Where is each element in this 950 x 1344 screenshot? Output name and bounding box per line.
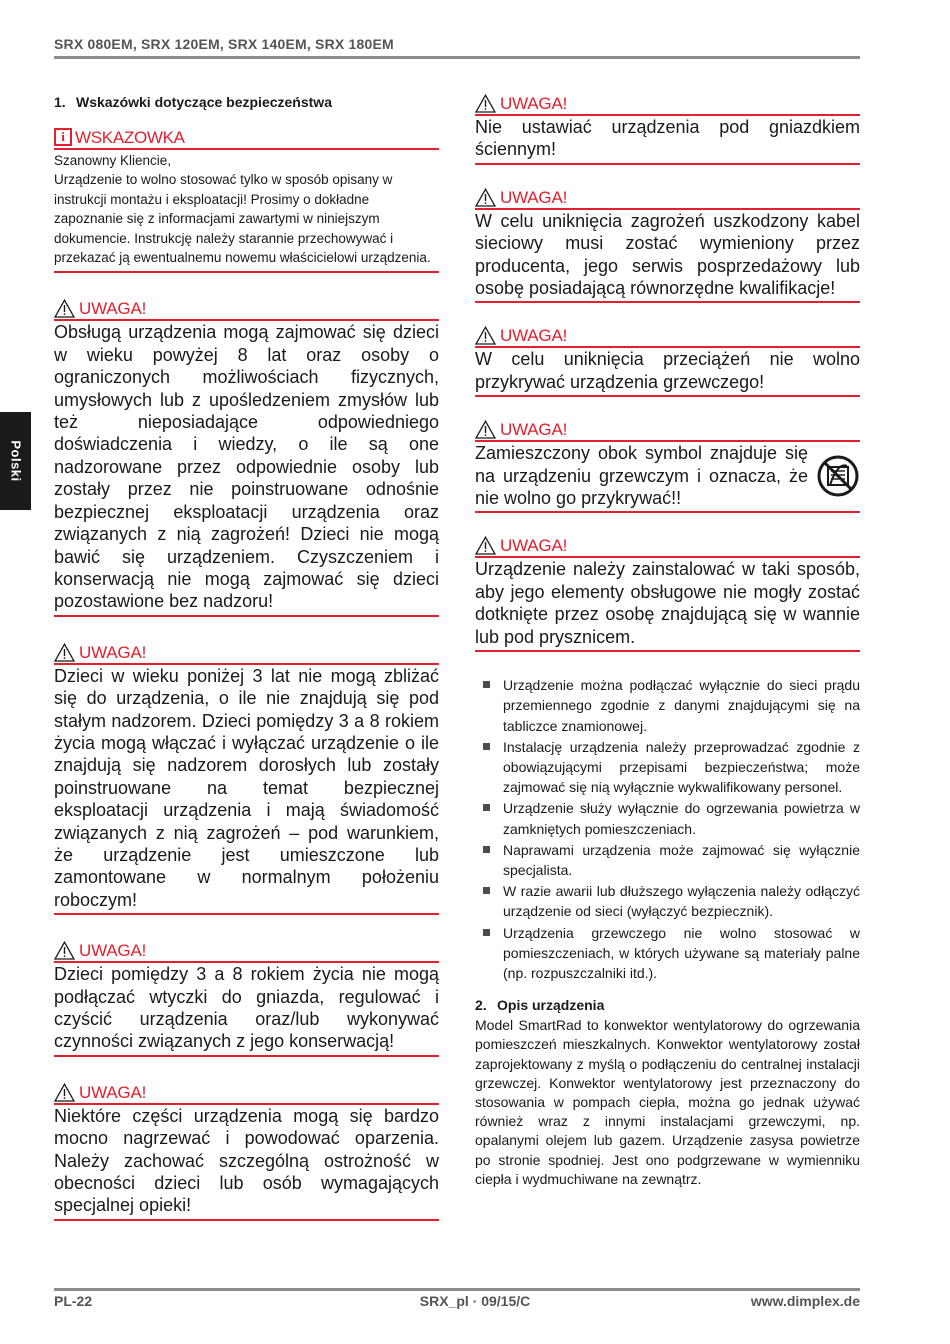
warning-header xyxy=(475,94,860,116)
list-item: Urządzenie służy wyłącznie do ogrzewania powietrza w zamkniętych pomieszczeniach. xyxy=(475,798,860,838)
warning-triangle-icon xyxy=(54,1083,75,1102)
list-item: W razie awarii lub dłuższego wyłączenia należy odłączyć urządzenie od sieci (wyłączyć bezpiecznik). xyxy=(475,881,860,921)
warning-block xyxy=(54,1083,439,1221)
section-2-text: Model SmartRad to konwektor wentylatorowy do ogrzewania pomieszczeń mieszkalnych. Konwektor wentylatorowy został zaprojektowany z myślą o podłączeniu do centralnej instalacji grzewczej. Konwektor wentylatorowy jest przeznaczony do stosowania w pompach ciepła, można go jednak używać również wraz z innymi instalacjami grzewczymi, np. opalanymi olejem lub gazem. Urządzenie zasysa powietrze po stronie spodniej. Jest ono podgrzewane w wymienniku ciepła i wydmuchiwane na zewnątrz. xyxy=(475,1017,860,1187)
warning-text: Dzieci pomiędzy 3 a 8 rokiem życia nie mogą podłączać wtyczki do gniazda, regulować i czyścić urządzenia oraz/lub wykonywać czynności związanych z jego konserwacją! xyxy=(54,963,439,1057)
warning-header xyxy=(54,643,439,665)
warning-block xyxy=(475,536,860,652)
info-note-body xyxy=(54,150,439,273)
warning-triangle-icon xyxy=(54,299,75,318)
warning-title: UWAGA! xyxy=(500,536,568,556)
warning-text: Dzieci w wieku poniżej 3 lat nie mogą zbliżać się do urządzenia, o ile nie znajdują się pod stałym nadzorem. Dzieci pomiędzy 3 a 8 rokiem życia mogą włączać i wyłączać urządzenie o ile znajdują się nadzorem dorosłych lub zostały poinstruowane na temat bezpiecznej eksploatacji urządzenia i mają świadomość związanych z nią zagrożeń – pod warunkiem, że urządzenie jest umieszczone lub zamontowane w normalnym położeniu roboczym! xyxy=(54,665,439,915)
bullet-square-icon xyxy=(483,804,490,811)
section-1-title: Wskazówki dotyczące bezpieczeństwa xyxy=(76,94,332,110)
page-number: PL-22 xyxy=(54,1293,93,1309)
list-item: Naprawami urządzenia może zajmować się wyłącznie specjalista. xyxy=(475,840,860,880)
warning-title: UWAGA! xyxy=(500,187,568,207)
warning-text: Obsługą urządzenia mogą zajmować się dzieci w wieku powyżej 8 lat oraz osoby o ograniczonych możliwościach fizycznych, umysłowych lub z upośledzeniem zmysłów lub też nieposiadające odpowiedniego doświadczenia i wiedzy, o ile są one nadzorowane przez odpowiednie osoby lub zostały przez nie poinstruowane odnośnie bezpiecznej eksploatacji urządzenia oraz związanych z nią zagrożeń! Dzieci nie mogą bawić się urządzeniem. Czyszczeniem i konserwacją nie mogą zajmować się dzieci pozostawione bez nadzoru! xyxy=(54,321,439,616)
section-2-title: Opis urządzenia xyxy=(497,997,605,1014)
warning-header xyxy=(54,1083,439,1105)
bullet-square-icon xyxy=(483,887,490,894)
warning-title: UWAGA! xyxy=(500,420,568,440)
footer-rule xyxy=(54,1288,860,1291)
section-1-heading xyxy=(54,94,439,110)
warning-block xyxy=(475,188,860,304)
section-2-heading xyxy=(475,997,860,1013)
warning-body-with-symbol xyxy=(475,442,860,513)
language-tab-label: Polski xyxy=(8,440,23,482)
info-note-title: WSKAZOWKA xyxy=(75,128,185,147)
list-item: Urządzenia grzewczego nie wolno stosować w pomieszczeniach, w których używane są materiały palne (np. rozpuszczalniki itd.). xyxy=(475,923,860,984)
warning-title: UWAGA! xyxy=(79,941,147,961)
document-code: SRX_pl · 09/15/C xyxy=(419,1293,531,1309)
info-note-text: Urządzenie to wolno stosować tylko w sposób opisany w instrukcji montażu i eksploatacji! Prosimy o dokładne zapoznanie się z informacjami zawartymi w niniejszym dokumencie. Instrukcję należy starannie przechowywać i przekazać ją ewentualnemu nowemu właścicielowi urządzenia. xyxy=(54,172,431,266)
warning-triangle-icon xyxy=(475,326,496,345)
warning-text: Nie ustawiać urządzenia pod gniazdkiem ściennym! xyxy=(475,116,860,165)
bullet-square-icon xyxy=(483,846,490,853)
warning-title: UWAGA! xyxy=(500,94,568,113)
warning-triangle-icon xyxy=(475,94,496,113)
warning-text: Urządzenie należy zainstalować w taki sposób, aby jego elementy obsługowe nie mogły zostać dotknięte przez osobę znajdującą się w wannie lub pod prysznicem. xyxy=(475,558,860,652)
info-note-greeting: Szanowny Kliencie, xyxy=(54,153,172,168)
warning-block xyxy=(54,299,439,616)
bullet-square-icon xyxy=(483,929,490,936)
warning-block xyxy=(475,420,860,513)
warning-triangle-icon xyxy=(475,188,496,207)
warning-text: Niektóre części urządzenia mogą się bardzo mocno nagrzewać i powodować oparzenia. Należy zachować szczególną ostrożność w obecności dzieci lub osób wymagających specjalnej opieki! xyxy=(54,1105,439,1221)
warning-block xyxy=(54,941,439,1057)
list-item: Urządzenie można podłączać wyłącznie do sieci prądu przemiennego zgodnie z danymi znajdującymi się na tabliczce znamionowej. xyxy=(475,675,860,736)
warning-header xyxy=(54,299,439,321)
warning-title: UWAGA! xyxy=(79,642,147,662)
section-2-number: 2. xyxy=(475,997,487,1014)
header-title: SRX 080EM, SRX 120EM, SRX 140EM, SRX 180EM xyxy=(54,36,394,52)
warning-header xyxy=(54,941,439,963)
header-rule xyxy=(54,56,860,59)
right-column xyxy=(475,94,860,1189)
warning-triangle-icon xyxy=(475,536,496,555)
warning-triangle-icon xyxy=(54,941,75,960)
bullet-square-icon xyxy=(483,743,490,750)
warning-block xyxy=(475,94,860,165)
warning-title: UWAGA! xyxy=(500,326,568,346)
left-column xyxy=(54,94,439,1247)
section-1-number: 1. xyxy=(54,94,66,110)
warning-triangle-icon xyxy=(54,643,75,662)
warning-title: UWAGA! xyxy=(79,1082,147,1102)
info-note xyxy=(54,128,439,273)
warning-title: UWAGA! xyxy=(79,299,147,319)
warning-block xyxy=(475,326,860,397)
list-item: Instalację urządzenia należy przeprowadzać zgodnie z obowiązującymi przepisami bezpieczeństwa; może zajmować się nią wyłącznie wykwalifikowany personel. xyxy=(475,737,860,798)
warning-text: Zamieszczony obok symbol znajduje się na urządzeniu grzewczym i oznacza, że nie wolno go przykrywać!! xyxy=(475,443,808,509)
do-not-cover-icon xyxy=(816,454,860,498)
bullet-square-icon xyxy=(483,681,490,688)
warning-triangle-icon xyxy=(475,420,496,439)
language-tab xyxy=(0,412,31,510)
warning-header xyxy=(475,188,860,210)
warning-text: W celu uniknięcia zagrożeń uszkodzony kabel sieciowy musi zostać wymieniony przez producenta, jego serwis posprzedażowy lub osobę posiadającą równorzędne kwalifikacje! xyxy=(475,210,860,304)
safety-bullet-list xyxy=(475,675,860,983)
warning-header xyxy=(475,326,860,348)
warning-header xyxy=(475,536,860,558)
warning-text: W celu uniknięcia przeciążeń nie wolno przykrywać urządzenia grzewczego! xyxy=(475,348,860,397)
website-link[interactable]: www.dimplex.de xyxy=(750,1293,860,1309)
info-note-header xyxy=(54,128,439,150)
info-icon: i xyxy=(54,128,72,146)
warning-block xyxy=(54,643,439,915)
warning-header xyxy=(475,420,860,442)
